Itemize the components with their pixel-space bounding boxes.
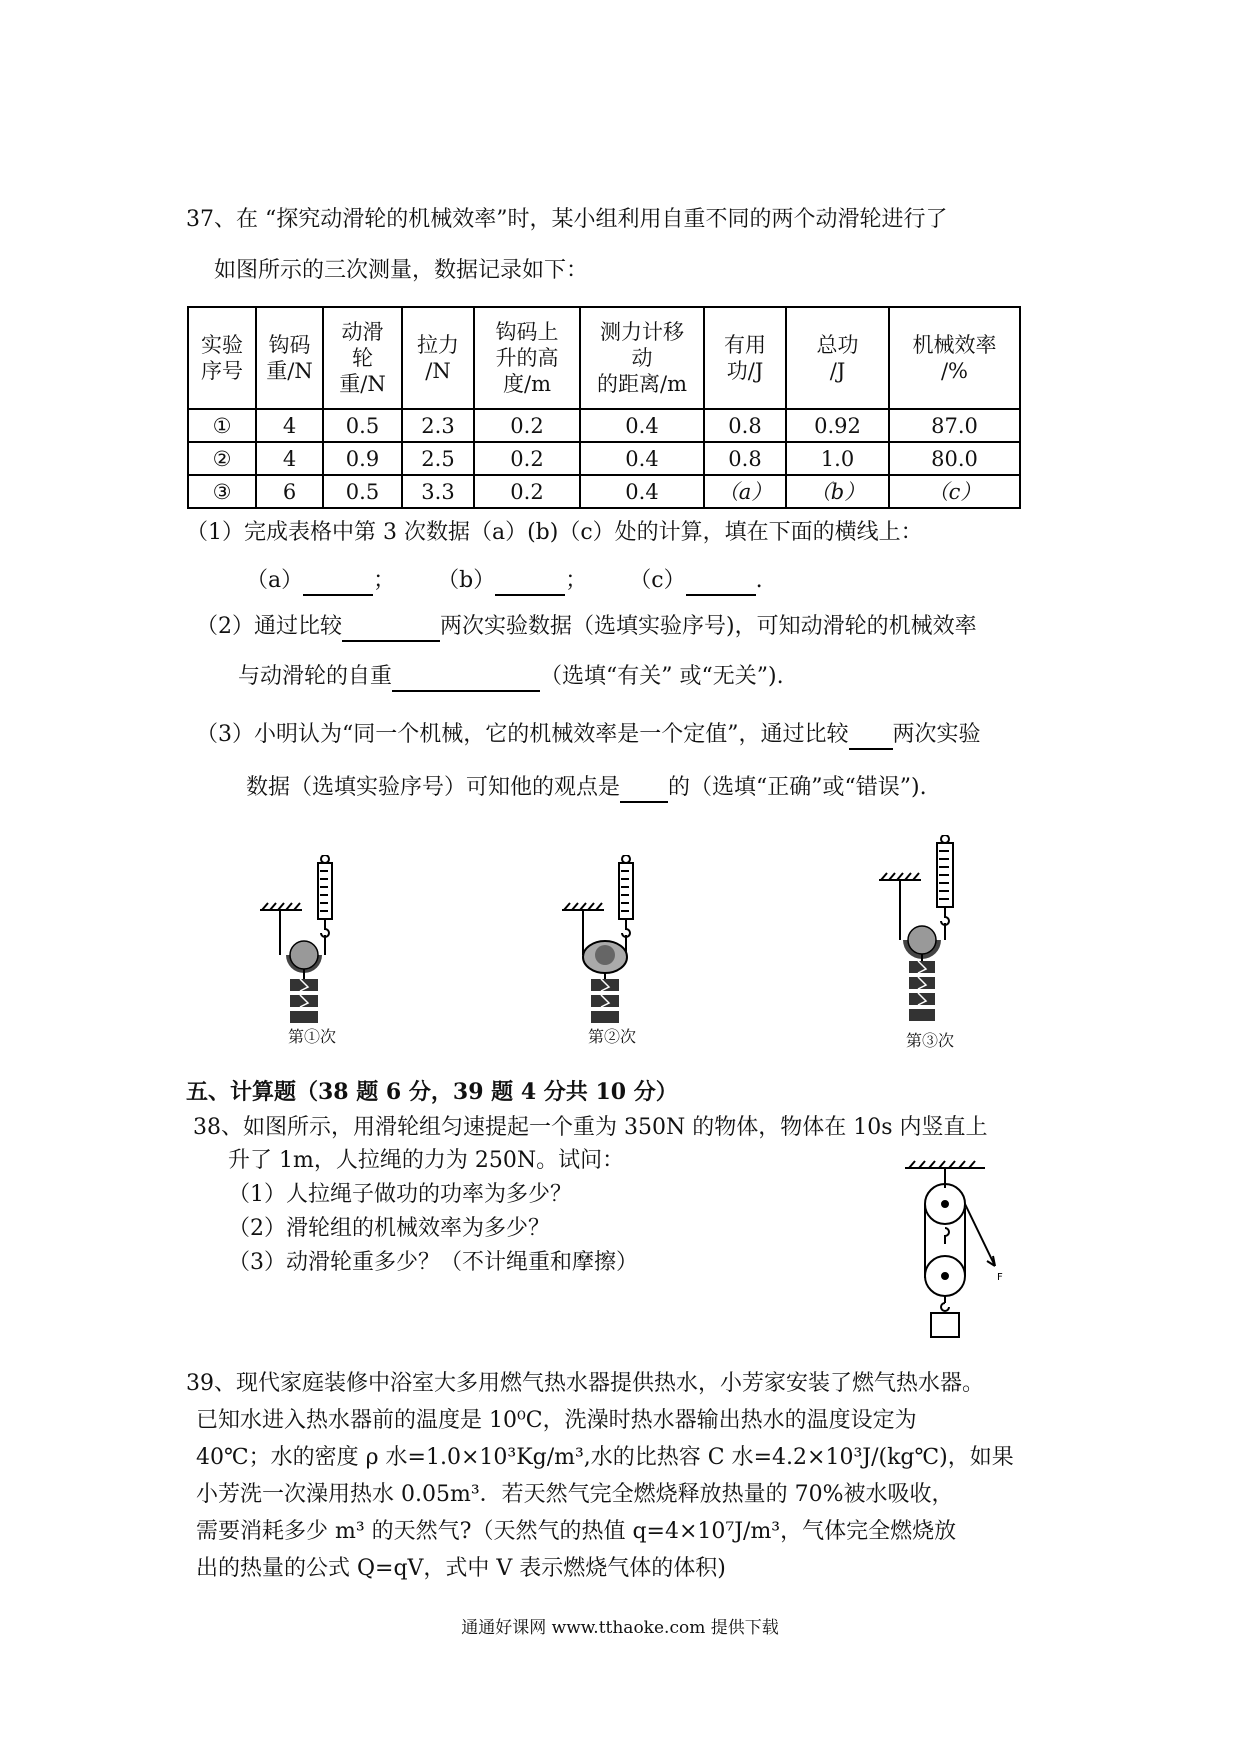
table-row: [188, 475, 1020, 508]
q39-line6: 出的热量的公式 Q=qV，式中 V 表示燃烧气体的体积): [196, 1556, 726, 1581]
table-cell: 0.5: [323, 409, 402, 442]
section-title: 五、计算题（38 题 6 分，39 题 4 分共 10 分）: [186, 1079, 678, 1105]
header-cell: 拉力 /N: [402, 307, 474, 409]
blank-a[interactable]: [303, 572, 373, 596]
force-label: F: [997, 1272, 1003, 1283]
header-cell: 总功 /J: [786, 307, 889, 409]
q38-sub1: （1）人拉绳子做功的功率为多少？: [228, 1182, 572, 1207]
table-cell: 0.4: [580, 475, 704, 508]
period: .: [755, 568, 763, 593]
figure-caption-2: 第②次: [587, 1027, 636, 1046]
header-cell: 钩码 重/N: [256, 307, 323, 409]
q38-line1: 38、如图所示，用滑轮组匀速提起一个重为 350N 的物体，物体在 10s 内竖直上: [193, 1115, 988, 1140]
table-cell: 2.5: [402, 442, 474, 475]
blank-compare-2[interactable]: [849, 726, 893, 750]
table-cell: 4: [256, 409, 323, 442]
table-cell: 80.0: [889, 442, 1020, 475]
table-cell: 2.3: [402, 409, 474, 442]
table-header-row: [188, 307, 1020, 409]
q37-part1: （1）完成表格中第 3 次数据（a）(b)（c）处的计算，填在下面的横线上：: [186, 520, 923, 545]
table-row: [188, 409, 1020, 442]
q39-block: [186, 1365, 1014, 1587]
pulley-figure-1: [250, 855, 360, 1025]
blank-a-label: （a）: [246, 568, 304, 593]
q39-line1: 39、现代家庭装修中浴室大多用燃气热水器提供热水，小芳家安装了燃气热水器。: [186, 1371, 984, 1396]
table-cell: 0.8: [704, 442, 786, 475]
table-cell: 0.9: [323, 442, 402, 475]
q38-line2: 升了 1m，人拉绳的力为 250N。试问：: [228, 1148, 625, 1173]
table-cell: ③: [188, 475, 256, 508]
table-cell: 0.2: [474, 409, 580, 442]
blank-b-label: （b）: [437, 568, 496, 593]
header-cell: 钩码上 升的高 度/m: [474, 307, 580, 409]
table-row: [188, 442, 1020, 475]
figure-caption-3: 第③次: [905, 1031, 954, 1050]
q37-line2: 如图所示的三次测量，数据记录如下：: [214, 258, 589, 283]
table-cell: 0.8: [704, 409, 786, 442]
q38-sub3: （3）动滑轮重多少？（不计绳重和摩擦）: [228, 1250, 638, 1275]
header-cell: 测力计移 动 的距离/m: [580, 307, 704, 409]
pulley-system-figure: [895, 1158, 1015, 1343]
data-table: [187, 306, 1021, 509]
separator: ；: [565, 568, 588, 593]
table-cell: （a）: [704, 475, 786, 508]
table-cell: 87.0: [889, 409, 1020, 442]
table-cell: 0.2: [474, 475, 580, 508]
table-cell: 1.0: [786, 442, 889, 475]
q37-part3-line1: （3）小明认为“同一个机械，它的机械效率是一个定值”，通过比较 两次实验: [196, 720, 981, 750]
blank-c-label: （c）: [629, 568, 686, 593]
q37-part3-line2: 数据（选填实验序号）可知他的观点是 的（选填“正确”或“错误”).: [246, 773, 927, 803]
q37-part2-line2: 与动滑轮的自重 （选填“有关” 或“无关”).: [238, 662, 784, 692]
table-cell: （c）: [889, 475, 1020, 508]
figure-caption-1: 第①次: [287, 1027, 336, 1046]
table-cell: 0.5: [323, 475, 402, 508]
table-cell: ①: [188, 409, 256, 442]
q39-line2: 已知水进入热水器前的温度是 10⁰C，洗澡时热水器输出热水的温度设定为: [196, 1408, 917, 1433]
table-cell: 0.2: [474, 442, 580, 475]
header-cell: 动滑 轮 重/N: [323, 307, 402, 409]
q37-line1: 37、在 “探究动滑轮的机械效率”时，某小组利用自重不同的两个动滑轮进行了: [186, 207, 948, 232]
page-footer: 通通好课网 www.tthaoke.com 提供下载: [461, 1618, 779, 1638]
blank-c[interactable]: [686, 572, 756, 596]
blank-compare-1[interactable]: [342, 618, 440, 642]
q39-line5: 需要消耗多少 m³ 的天然气?（天然气的热值 q=4×10⁷J/m³，气体完全燃烧放: [196, 1519, 957, 1544]
blank-relation[interactable]: [392, 668, 540, 692]
table-cell: 3.3: [402, 475, 474, 508]
blank-correctness[interactable]: [620, 779, 668, 803]
header-cell: 机械效率 /%: [889, 307, 1020, 409]
blank-b[interactable]: [495, 572, 565, 596]
table-cell: 4: [256, 442, 323, 475]
table-cell: 6: [256, 475, 323, 508]
table-cell: 0.4: [580, 442, 704, 475]
header-cell: 实验 序号: [188, 307, 256, 409]
pulley-figure-2: [556, 855, 666, 1025]
separator: ；: [373, 568, 396, 593]
q39-line3: 40℃；水的密度 ρ 水=1.0×10³Kg/m³,水的比热容 C 水=4.2×10³J/(kg℃)，如果: [196, 1445, 1014, 1470]
table-cell: （b）: [786, 475, 889, 508]
q37-part2-line1: （2）通过比较 两次实验数据（选填实验序号)，可知动滑轮的机械效率: [196, 612, 977, 642]
pulley-figure-3: [873, 835, 983, 1030]
q39-line4: 小芳洗一次澡用热水 0.05m³．若天然气完全燃烧释放热量的 70%被水吸收，: [196, 1482, 954, 1507]
table-cell: 0.4: [580, 409, 704, 442]
table-cell: 0.92: [786, 409, 889, 442]
table-cell: ②: [188, 442, 256, 475]
header-cell: 有用 功/J: [704, 307, 786, 409]
q37-part1-blanks: [246, 566, 763, 596]
q38-sub2: （2）滑轮组的机械效率为多少？: [228, 1216, 550, 1241]
